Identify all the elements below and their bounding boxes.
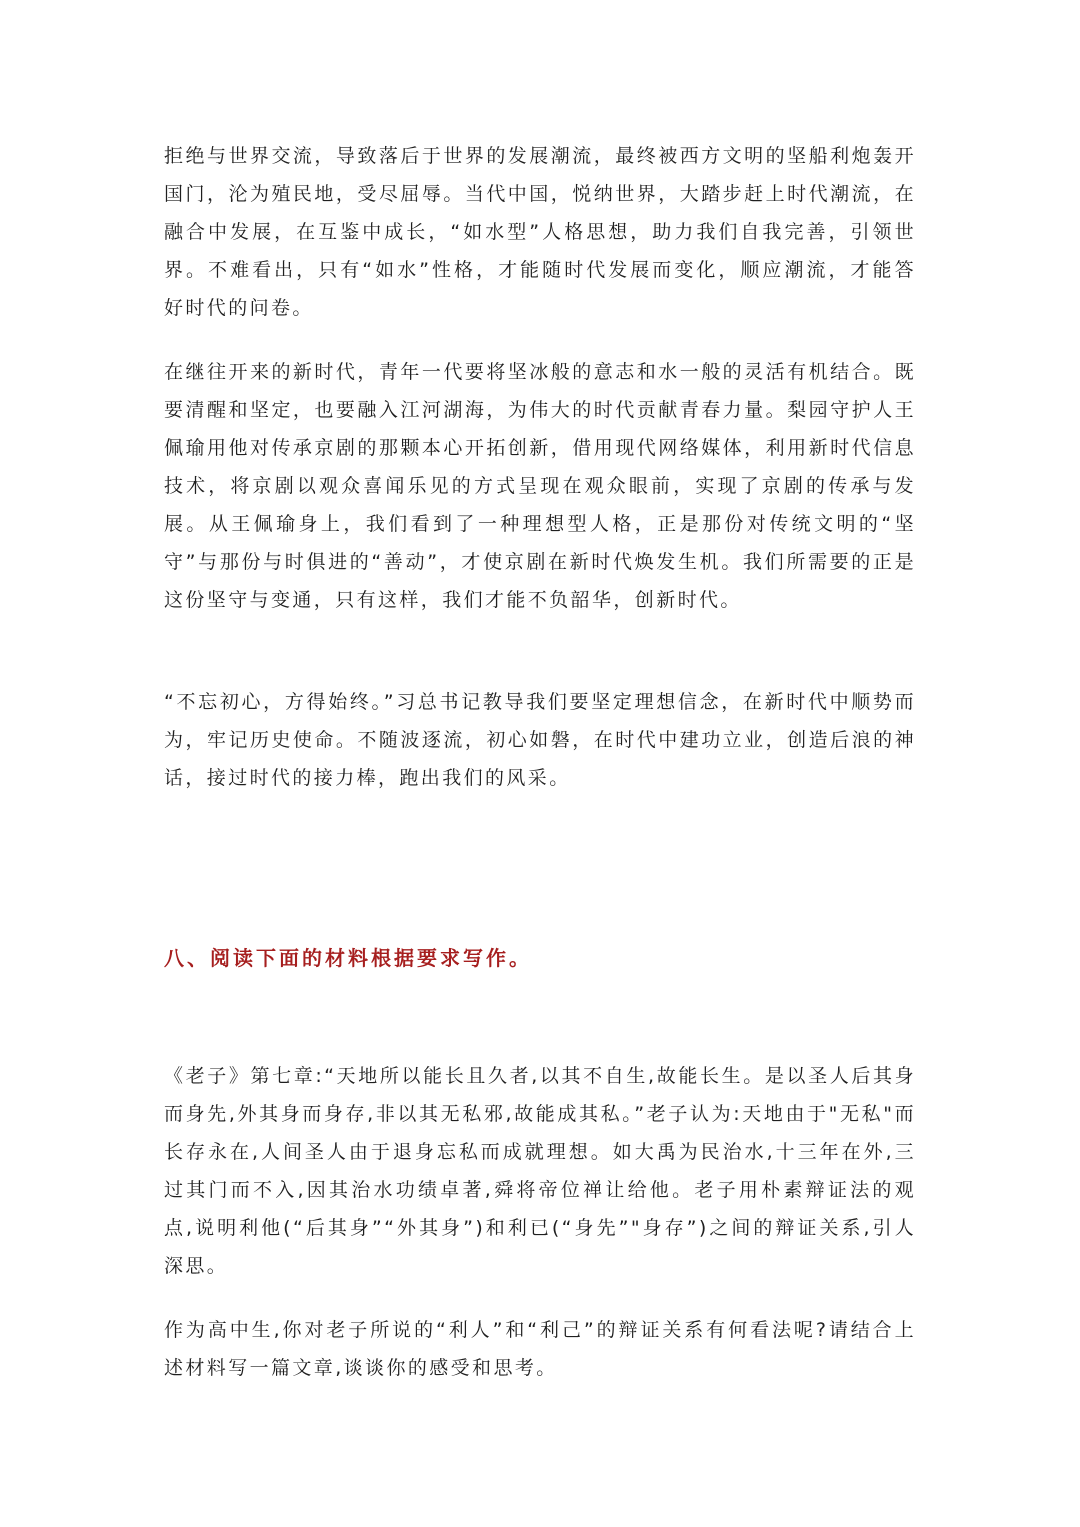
- writing-task-paragraph: 作为高中生,你对老子所说的“利人”和“利己”的辩证关系有何看法呢?请结合上述材料写一篇文章,谈谈你的感受和思考。: [164, 1319, 916, 1379]
- writing-material-paragraph: 《老子》第七章:“天地所以能长且久者,以其不自生,故能长生。是以圣人后其身而身先,外其身而身存,非以其无私邪,故能成其私。”老子认为:天地由于"无私"而长存永在,人间圣人由于退身忘私而成就理想。如大禹为民治水,十三年在外,三过其门而不入,因其治水功绩卓著,舜将帝位禅让给他。老子用朴素辩证法的观点,说明利他(“后其身”“外其身”)和利已(“身先”"身存”)之间的辩证关系,引人深思。: [164, 1065, 916, 1277]
- essay-paragraph-3: “不忘初心，方得始终。”习总书记教导我们要坚定理想信念，在新时代中顺势而为，牢记历史使命。不随波逐流，初心如磐，在时代中建功立业，创造后浪的神话，接过时代的接力棒，跑出我们的风采。: [164, 691, 916, 789]
- section-heading: 八、阅读下面的材料根据要求写作。: [164, 946, 532, 970]
- essay-paragraph-2: 在继往开来的新时代，青年一代要将坚冰般的意志和水一般的灵活有机结合。既要清醒和坚定，也要融入江河湖海，为伟大的时代贡献青春力量。梨园守护人王佩瑜用他对传承京剧的那颗本心开拓创新，借用现代网络媒体，利用新时代信息技术，将京剧以观众喜闻乐见的方式呈现在观众眼前，实现了京剧的传承与发展。从王佩瑜身上，我们看到了一种理想型人格，正是那份对传统文明的“坚守”与那份与时俱进的“善动”，才使京剧在新时代焕发生机。我们所需要的正是这份坚守与变通，只有这样，我们才能不负韶华，创新时代。: [164, 361, 916, 611]
- essay-paragraph-1: 拒绝与世界交流，导致落后于世界的发展潮流，最终被西方文明的坚船利炮轰开国门，沦为殖民地，受尽屈辱。当代中国，悦纳世界，大踏步赶上时代潮流，在融合中发展，在互鉴中成长，“如水型”人格思想，助力我们自我完善，引领世界。不难看出，只有“如水”性格，才能随时代发展而变化，顺应潮流，才能答好时代的问卷。: [164, 145, 916, 319]
